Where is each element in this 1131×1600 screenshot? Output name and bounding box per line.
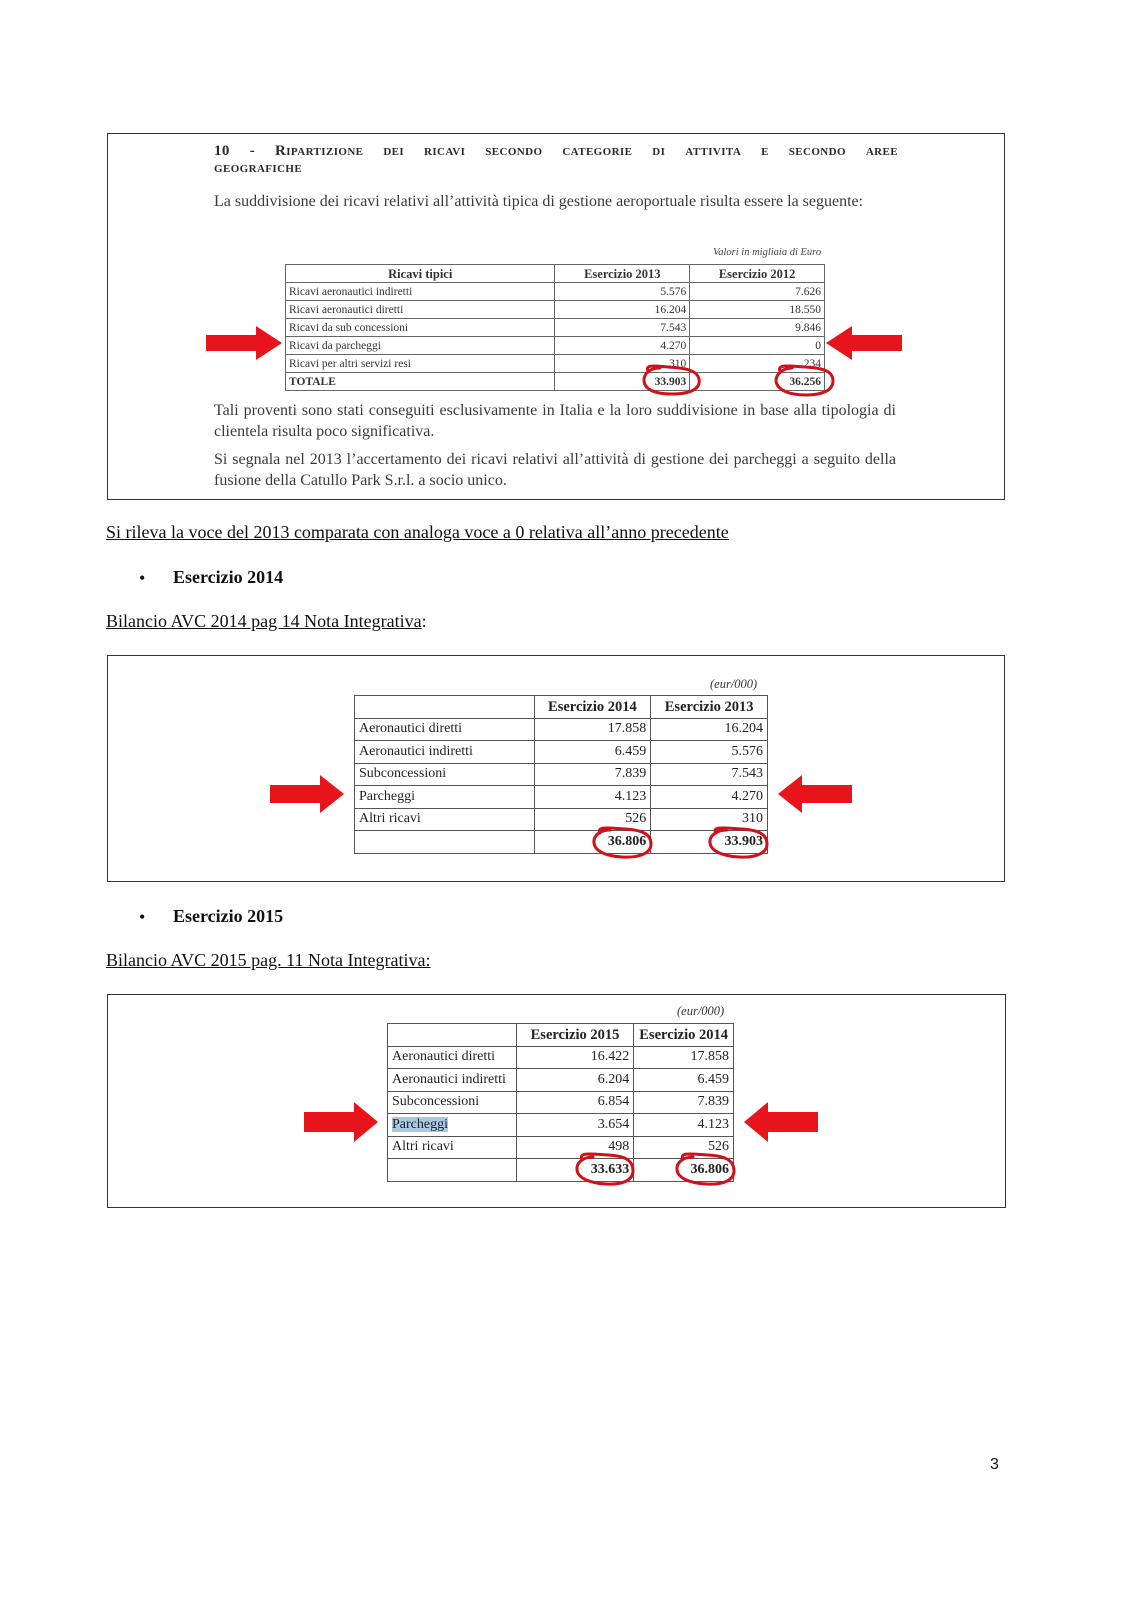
row-value: 6.459 bbox=[634, 1069, 734, 1092]
row-value: 18.550 bbox=[690, 301, 825, 319]
total-value: 36.806 bbox=[534, 831, 651, 854]
total-value: 33.903 bbox=[651, 831, 768, 854]
table-row bbox=[388, 1091, 734, 1114]
header-cell: Esercizio 2014 bbox=[534, 696, 651, 719]
row-value: 310 bbox=[651, 808, 768, 831]
heading-esercizio-2015: Esercizio 2015 bbox=[173, 906, 284, 926]
paragraph-clientela: Tali proventi sono stati conseguiti esclusivamente in Italia e la loro suddivisione in base alla tipologia di clientela risulta poco significativa. bbox=[214, 402, 896, 440]
table-header-row bbox=[355, 696, 768, 719]
section-intro: La suddivisione dei ricavi relativi all’attività tipica di gestione aeroportuale risulta essere la seguente: bbox=[214, 193, 864, 210]
row-value: 7.839 bbox=[534, 763, 651, 786]
row-value: 234 bbox=[690, 355, 825, 373]
revenue-table-2013 bbox=[285, 264, 825, 391]
table-row bbox=[388, 1136, 734, 1159]
row-value: 7.543 bbox=[651, 763, 768, 786]
total-label-empty bbox=[388, 1159, 517, 1182]
row-value: 3.654 bbox=[516, 1114, 634, 1137]
row-value: 4.270 bbox=[651, 786, 768, 809]
row-value: 526 bbox=[534, 808, 651, 831]
row-value: 310 bbox=[555, 355, 690, 373]
total-label: TOTALE bbox=[286, 373, 555, 391]
values-note: Valori in migliaia di Euro bbox=[713, 247, 822, 258]
row-value: 5.576 bbox=[555, 283, 690, 301]
row-label: Ricavi da sub concessioni bbox=[286, 319, 555, 337]
row-value: 498 bbox=[516, 1136, 634, 1159]
euro-note: (eur/000) bbox=[677, 1004, 725, 1018]
row-label: Altri ricavi bbox=[388, 1136, 517, 1159]
header-cell: Ricavi tipici bbox=[286, 265, 555, 283]
table-row bbox=[286, 319, 825, 337]
row-value: 6.854 bbox=[516, 1091, 634, 1114]
note-2013-comparison: Si rileva la voce del 2013 comparata con analoga voce a 0 relativa all’anno precedente bbox=[106, 522, 729, 542]
table-total-row bbox=[355, 831, 768, 854]
revenue-table-2014 bbox=[354, 695, 768, 854]
row-value: 7.839 bbox=[634, 1091, 734, 1114]
caption-2015-link[interactable]: Bilancio AVC 2015 pag. 11 Nota Integrativa: bbox=[106, 950, 431, 970]
table-row bbox=[388, 1046, 734, 1069]
row-label: Subconcessioni bbox=[388, 1091, 517, 1114]
table-row bbox=[355, 763, 768, 786]
row-value: 4.123 bbox=[634, 1114, 734, 1137]
total-value: 33.903 bbox=[555, 373, 690, 391]
table-total-row bbox=[286, 373, 825, 391]
bullet-dot: • bbox=[139, 907, 146, 927]
total-value: 33.633 bbox=[516, 1159, 634, 1182]
row-label: Ricavi aeronautici diretti bbox=[286, 301, 555, 319]
header-cell: Esercizio 2014 bbox=[634, 1024, 734, 1047]
total-value: 36.806 bbox=[634, 1159, 734, 1182]
total-label-empty bbox=[355, 831, 535, 854]
row-value: 6.204 bbox=[516, 1069, 634, 1092]
row-label bbox=[388, 1114, 517, 1137]
table-row-parcheggi bbox=[355, 786, 768, 809]
row-value: 16.204 bbox=[651, 718, 768, 741]
row-label: Altri ricavi bbox=[355, 808, 535, 831]
table-header-row bbox=[388, 1024, 734, 1047]
table-total-row bbox=[388, 1159, 734, 1182]
header-cell bbox=[388, 1024, 517, 1047]
table-row-parcheggi bbox=[286, 337, 825, 355]
row-value: 17.858 bbox=[534, 718, 651, 741]
row-label: Aeronautici diretti bbox=[388, 1046, 517, 1069]
row-label: Subconcessioni bbox=[355, 763, 535, 786]
euro-note: (eur/000) bbox=[710, 677, 758, 691]
highlighted-label: Parcheggi bbox=[392, 1116, 448, 1132]
row-value: 4.270 bbox=[555, 337, 690, 355]
caption-2014-suffix: : bbox=[421, 611, 427, 631]
bullet-dot: • bbox=[139, 568, 146, 588]
row-value: 17.858 bbox=[634, 1046, 734, 1069]
table-row bbox=[286, 355, 825, 373]
section-title: 10 - Ripartizione dei ricavi secondo categorie di attivita e secondo aree geografiche bbox=[214, 143, 898, 176]
row-value: 4.123 bbox=[534, 786, 651, 809]
row-value: 6.459 bbox=[534, 741, 651, 764]
paragraph-catullo-park: Si segnala nel 2013 l’accertamento dei ricavi relativi all’attività di gestione dei parcheggi a seguito della fusione della Catullo Park S.r.l. a socio unico. bbox=[214, 451, 896, 489]
row-label: Aeronautici diretti bbox=[355, 718, 535, 741]
table-row bbox=[355, 808, 768, 831]
revenue-table-2015 bbox=[387, 1023, 734, 1182]
row-label: Aeronautici indiretti bbox=[355, 741, 535, 764]
row-label: Ricavi per altri servizi resi bbox=[286, 355, 555, 373]
row-value: 16.204 bbox=[555, 301, 690, 319]
row-value: 7.543 bbox=[555, 319, 690, 337]
table-row-parcheggi bbox=[388, 1114, 734, 1137]
row-value: 0 bbox=[690, 337, 825, 355]
header-cell: Esercizio 2013 bbox=[651, 696, 768, 719]
row-value: 7.626 bbox=[690, 283, 825, 301]
row-value: 16.422 bbox=[516, 1046, 634, 1069]
table-row bbox=[286, 301, 825, 319]
row-value: 526 bbox=[634, 1136, 734, 1159]
table-row bbox=[355, 718, 768, 741]
table-row bbox=[286, 283, 825, 301]
table-row bbox=[388, 1069, 734, 1092]
row-label: Parcheggi bbox=[355, 786, 535, 809]
header-cell: Esercizio 2013 bbox=[555, 265, 690, 283]
total-value: 36.256 bbox=[690, 373, 825, 391]
header-cell: Esercizio 2012 bbox=[690, 265, 825, 283]
caption-2014 bbox=[106, 611, 427, 632]
table-row bbox=[355, 741, 768, 764]
row-value: 9.846 bbox=[690, 319, 825, 337]
row-label: Aeronautici indiretti bbox=[388, 1069, 517, 1092]
row-label: Ricavi aeronautici indiretti bbox=[286, 283, 555, 301]
table-header-row bbox=[286, 265, 825, 283]
header-cell bbox=[355, 696, 535, 719]
header-cell: Esercizio 2015 bbox=[516, 1024, 634, 1047]
row-value: 5.576 bbox=[651, 741, 768, 764]
page-number: 3 bbox=[990, 1456, 999, 1473]
heading-esercizio-2014: Esercizio 2014 bbox=[173, 567, 284, 587]
row-label: Ricavi da parcheggi bbox=[286, 337, 555, 355]
caption-2014-link[interactable]: Bilancio AVC 2014 pag 14 Nota Integrativa bbox=[106, 611, 422, 631]
